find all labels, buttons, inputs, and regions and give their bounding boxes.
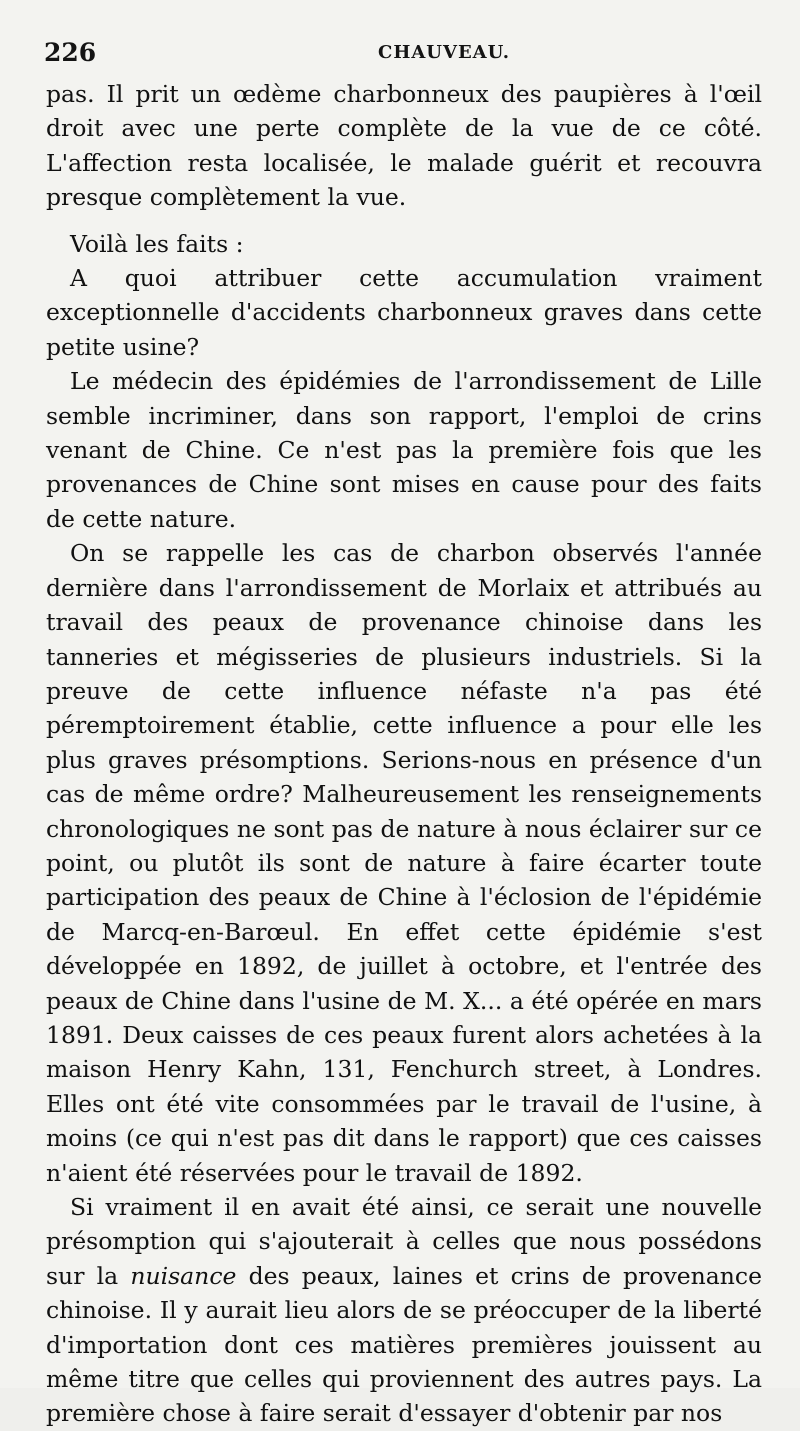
paragraph-4: Le médecin des épidémies de l'arrondissement de Lille semble incriminer, dans son rapport, l'emploi de crins venant de Chine. Ce n'est pas la première fois que les provenances de Chine sont mises en cause pour des faits de cette nature. [46,367,762,533]
paragraph-6 [46,1190,762,1431]
body-text [46,77,762,1431]
paragraph-6-part-1: Si vraiment il en avait été ainsi, ce serait une nouvelle présomption qui s'ajouterait à celles que nous possédons sur la [46,1193,762,1290]
paragraph-2: Voilà les faits : [70,229,244,258]
page-header [44,38,759,74]
paragraph-3: A quoi attribuer cette accumulation vraiment exceptionnelle d'accidents charbonneux graves dans cette petite usine? [46,264,762,361]
paragraph-6-part-2: des peaux, laines et crins de provenance chinoise. Il y aurait lieu alors de se préoccuper de la liberté d'importation dont ces matières premières jouissent au même titre que celles qui proviennent des autres pays. La première chose à faire serait d'essayer d'obtenir par nos [46,1261,762,1428]
running-head: CHAUVEAU. [378,42,510,63]
paragraph-6-italic-word: nuisance [130,1261,237,1290]
page-number: 226 [44,38,97,67]
paragraph-1: pas. Il prit un œdème charbonneux des paupières à l'œil droit avec une perte complète de la vue de ce côté. L'affection resta localisée, le malade guérit et recouvra presque complètement la vue. [46,80,762,212]
paragraph-5: On se rappelle les cas de charbon observés l'année dernière dans l'arrondissement de Morlaix et attribués au travail des peaux de provenance chinoise dans les tanneries et mégisseries de plusieurs industriels. Si la preuve de cette influence néfaste n'a pas été péremptoirement établie, cette influence a pour elle les plus graves présomptions. Serions-nous en présence d'un cas de même ordre? Malheureusement les renseignements chronologiques ne sont pas de nature à nous éclairer sur ce point, ou plutôt ils sont de nature à faire écarter toute participation des peaux de Chine à l'éclosion de l'épidémie de Marcq-en-Barœul. En effet cette épidémie s'est développée en 1892, de juillet à octobre, et l'entrée des peaux de Chine dans l'usine de M. X... a été opérée en mars 1891. Deux caisses de ces peaux furent alors achetées à la maison Henry Kahn, 131, Fenchurch street, à Londres. Elles ont été vite consommées par le travail de l'usine, à moins (ce qui n'est pas dit dans le rapport) que ces caisses n'aient été réservées pour le travail de 1892. [46,539,762,1187]
